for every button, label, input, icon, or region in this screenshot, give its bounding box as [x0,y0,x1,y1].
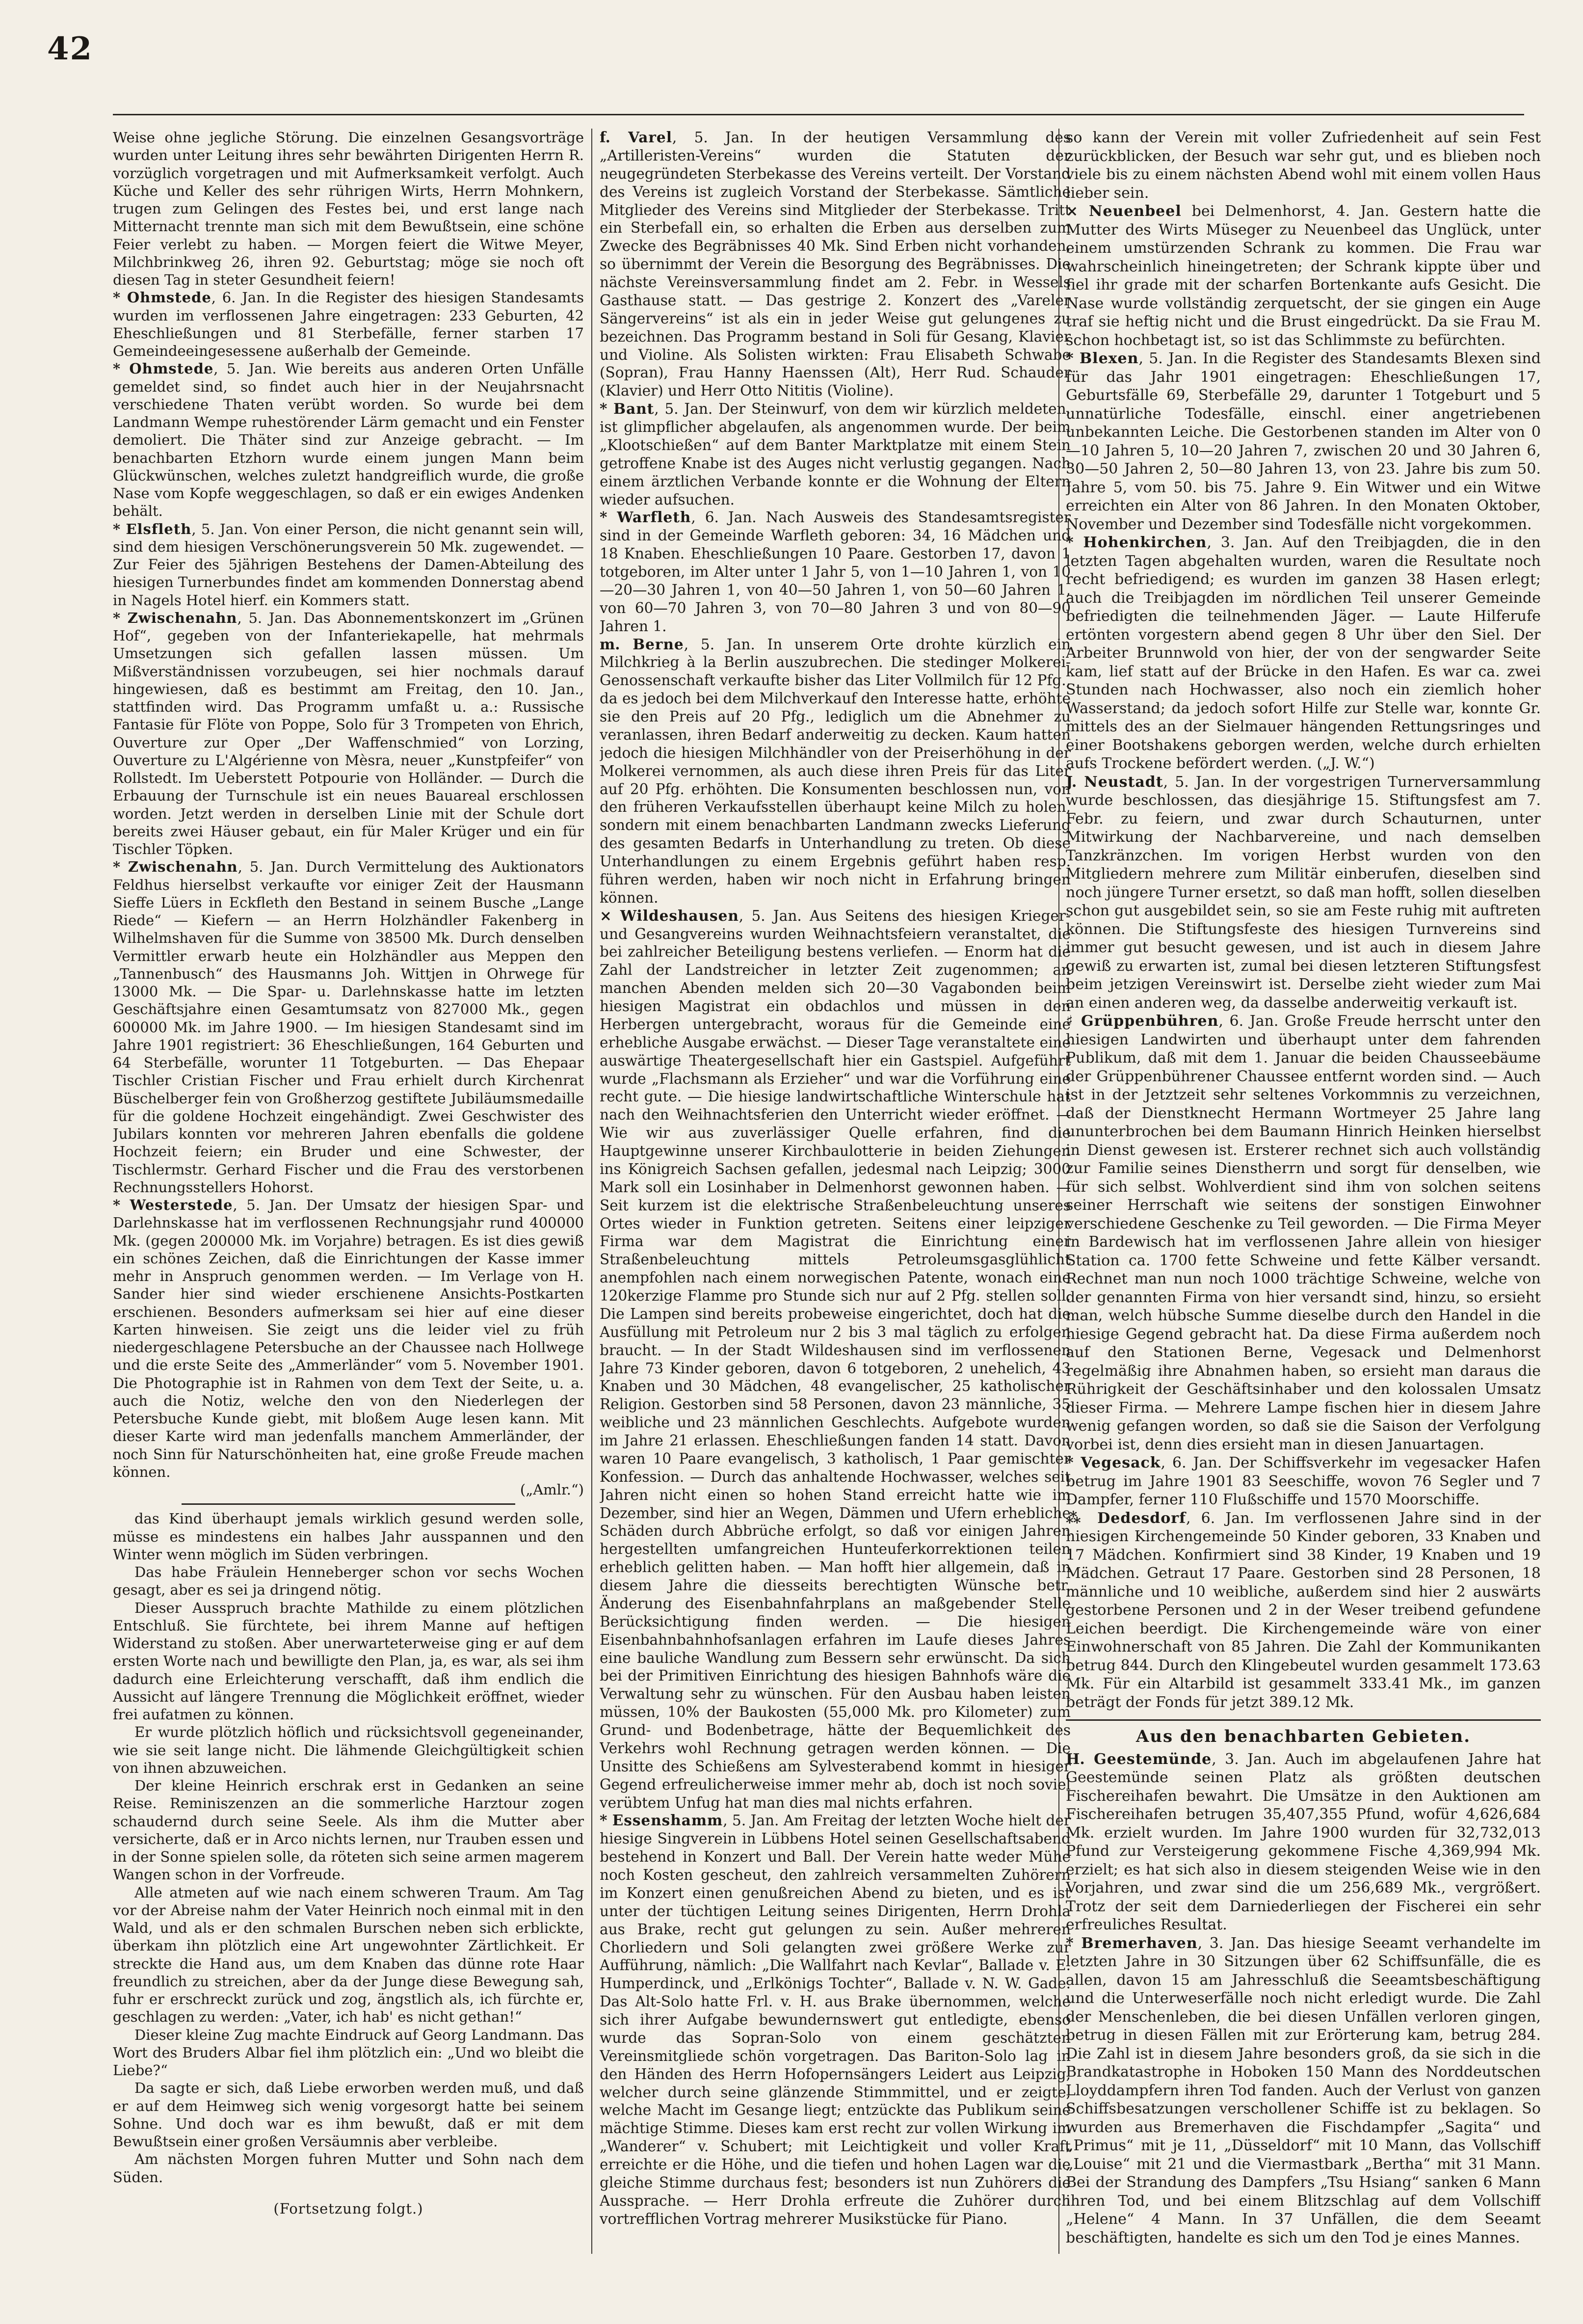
news-article [1066,534,1541,773]
article-text: bei Delmenhorst, 4. Jan. Gestern hatte die Mutter des Wirts Müseger zu Neuenbeel das Unglück, unter einem umstürzenden Schrank zu kommen. Die Frau war wahrscheinlich hineingetreten; der Schrank kippte über und fiel ihr grade mit der scharfen Bortenkante aufs Gesicht. Die Nase wurde vollständig zerquetscht, der sie gingen ein Auge traf sie heftig nicht und die Brust eingedrückt. Da sie Frau M. schon hochbetagt ist, so ist das Schlimmste zu befürchten. [1066,203,1541,349]
news-article [1066,773,1541,1013]
article-text: , 6. Jan. Im verflossenen Jahre sind in der hiesigen Kirchengemeinde 50 Kinder geboren, 33 Knaben und 17 Mädchen. Konfirmiert sind 38 Kinder, 19 Knaben und 19 Mädchen. Getraut 17 Paare. Gestorben sind 28 Personen, 18 männliche und 10 weibliche, außerdem sind hier 2 auswärts gestorbene Personen und 2 in der Weser treibend gefundene Leichen beerdigt. Die Kirchengemeinde wäre von einer Einwohnerschaft von 85 Jahren. Die Zahl der Kommunikanten betrug 844. Durch den Klingebeutel wurden gesammelt 173.63 Mk. Für ein Altarbild ist gesammelt 333.41 Mk., im ganzen beträgt der Fonds für jetzt 389.12 Mk. [1066,1509,1541,1711]
article-text: , 6. Jan. Nach Ausweis des Standesamtsregister sind in der Gemeinde Warfleth geboren: 34, 16 Mädchen und 18 Knaben. Eheschließungen 10 Paare. Gestorben 17, davon 1 totgeboren, im Alter unter 1 Jahr 5, von 1—10 Jahren 1, von 10—20—30 Jahren 1, von 40—50 Jahren 1, von 50—60 Jahren 1, von 60—70 Jahren 3, von 70—80 Jahren 3 und von 80—90 Jahren 1. [600,509,1071,635]
page-number: 42 [47,30,93,67]
article-place: Varel [628,129,672,146]
article-text: , 5. Jan. In die Register des Standesamts Blexen sind für das Jahr 1901 eingetragen: Eheschließungen 17, Geburtsfälle 69, Sterbefälle 29, darunter 1 Totgeburt und 5 unnatürliche Todesfälle, einschl. einer angetriebenen unbekannten Leiche. Die Gestorbenen standen im Alter von 0—10 Jahren 5, 10—20 Jahren 7, zwischen 20 und 30 Jahren 6, 30—50 Jahren 2, 50—80 Jahren 13, von 23. Jahre bis zum 50. Jahre 5, vom 50. bis 75. Jahre 9. Ein Witwer und ein Witwe erreichten ein Alter von 86 Jahren. In den Monaten Oktober, November und Dezember sind Todesfälle nicht vorgekommen. [1066,350,1541,533]
column-2 [600,129,1071,2254]
article-marker: * [600,400,614,418]
article-place: Elsfleth [126,520,192,537]
article-place: Essenshamm [612,1812,723,1829]
news-article [1066,349,1541,534]
news-article [600,636,1071,907]
article-text: , 6. Jan. Der Schiffsverkehr im vegesacker Hafen betrug im Jahre 1901 83 Seeschiffe, wovon 76 Segler und 7 Dampfer, ferner 110 Flußschiffe und 1570 Moorschiffe. [1066,1454,1541,1508]
article-place: Vegesack [1081,1454,1161,1471]
article-text: , 5. Jan. In der heutigen Versammlung des „Artilleristen-Vereins“ wurden die Statuten der neugegründeten Sterbekasse des Vereins verteilt. Der Vorstand des Vereins ist zugleich Vorstand der Sterbekasse. Sämtliche Mitglieder des Vereins sind Mitglieder der Sterbekasse. Tritt ein Sterbefall ein, so erhalten die Erben aus derselben zum Zwecke des Begräbnisses 40 Mk. Sind Erben nicht vorhanden, so übernimmt der Verein die Besorgung des Begräbnisses. Die nächste Vereinsversammlung findet am 2. Febr. in Wessels Gasthause statt. — Das gestrige 2. Konzert des „Vareler Sängervereins“ ist als ein in jeder Weise gut gelungenes zu bezeichnen. Das Programm bestand in Soli für Gesang, Klavier und Violine. Als Solisten wirkten: Frau Elisabeth Schwabe (Sopran), Frau Hanny Haenssen (Alt), Herr Rud. Schauder (Klavier) und Herr Otto Nititis (Violine). [600,129,1071,400]
article-place: Geestemünde [1094,1750,1212,1768]
section-heading: Aus den benachbarten Gebieten. [1066,1719,1541,1746]
novel-paragraph: Dieser kleine Zug machte Eindruck auf Georg Landmann. Das Wort des Bruders Albar fiel ihm plötzlich ein: „Und wo bleibt die Liebe?“ [113,2026,584,2079]
news-article [113,360,584,520]
article-text: , 5. Jan. Aus Seitens des hiesigen Krieger- und Gesangvereins wurden Weihnachtsfeiern veranstaltet, die bei zahlreicher Beteiligung bestens verliefen. — Enorm hat die Zahl der Landstreicher in letzter Zeit zugenommen; an manchen Abenden melden sich 20—30 Vagabonden beim hiesigen Magistrat ein obdachlos und müssen in den Herbergen untergebracht, woraus für die Gemeinde eine erhebliche Ausgabe erwächst. — Dieser Tage veranstaltete eine auswärtige Theatergesellschaft hier ein Gastspiel. Aufgeführt wurde „Flachsmann als Erzieher“ und war die Vorführung eine recht gute. — Die hiesige landwirtschaftliche Winterschule hat nach den Weihnachtsferien den Unterricht wieder eröffnet. — Wie wir aus zuverlässiger Quelle erfahren, find die Hauptgewinne unserer Kirchbaulotterie in beiden Ziehungen ins Königreich Sachsen gefallen, jedesmal nach Leipzig; 3000 Mark soll ein Losinhaber in Delmenhorst gewonnen haben. — Seit kurzem ist die elektrische Straßenbeleuchtung unseres Ortes wieder in Funktion getreten. Seitens einer leipziger Firma war dem Magistrat die Einrichtung einer Straßenbeleuchtung mittels Petroleumsgasglühlicht anempfohlen nach einem norwegischen Patente, wonach eine 120kerzige Flamme pro Stunde sich nur auf 2 Pfg. stellen soll. Die Lampen sind bereits probeweise eingerichtet, doch hat die Ausfüllung mit Petroleum nur 2 bis 3 mal täglich zu erfolgen braucht. — In der Stadt Wildeshausen sind im verflossenen Jahre 73 Kinder geboren, davon 6 totgeboren, 2 unehelich, 43 Knaben und 30 Mädchen, 48 evangelischer, 25 katholischer Religion. Gestorben sind 58 Personen, davon 23 männliche, 35 weibliche und 23 männlichen Geschlechts. Aufgebote wurden im Jahre 21 erlassen. Eheschließungen fanden 14 statt. Davon waren 10 Paare evangelisch, 3 katholisch, 1 Paar gemischter Konfession. — Durch das anhaltende Hochwasser, welches seit Jahren nicht einen so hohen Stand erreicht hatte wie im Dezember, sind hier an Wegen, Dämmen und Ufern erhebliche Schäden durch Abbrüche erfolgt, so daß vor einigen Jahren hergestellten umfangreichen Hunteuferkorrektionen teilen erheblich gelitten haben. — Man hofft hier allgemein, daß in diesem Jahre die diesseits berechtigten Wünsche betr. Änderung des Eisenbahnfahrplans an maßgebender Stelle Berücksichtigung finden werden. — Die hiesigen Eisenbahnbahnhofsanlagen erfahren im Laufe dieses Jahres eine bauliche Wandlung zum Bessern sehr erwünscht. Da sich bei der Primitiven Einrichtung des hiesigen Bahnhofs wäre die Verwaltung sehr zu wünschen. Für den Ausbau haben leisten müssen, 10% der Baukosten (55,000 Mk. pro Kilometer) zum Grund- und Bodenbetrage, hätte der Bequemlichkeit des Verkehrs wohl Rechnung getragen werden können. — Die Unsitte des Schießens am Sylvesterabend kommt in hiesiger Gegend erfreulicherweise immer mehr ab, doch ist noch soviel verübtem Unfug hat man dies mal nichts erfahren. [600,907,1071,1811]
article-place: Dedesdorf [1097,1509,1186,1527]
serial-novel [113,1510,584,2186]
separator-rule [182,1503,515,1505]
article-text: so kann der Verein mit voller Zufriedenheit auf sein Fest zurückblicken, der Besuch war sehr gut, und es blieben noch viele bis zu einem nächsten Abend wohl mit einem vollen Haus lieber sein. [1066,129,1541,202]
article-place: Blexen [1079,350,1139,367]
article-text: , 6. Jan. Große Freude herrscht unter den hiesigen Landwirten und überhaupt unter dem fahrenden Publikum, daß mit dem 1. Januar die beiden Chausseebäume der Grüppenbührener Chaussee entfernt worden sind. — Auch ist in der Jetztzeit sehr seltenes Vorkommnis zu verzeichnen, daß der Dienstknecht Hermann Wortmeyer 25 Jahre lang ununterbrochen bei dem Baumann Hinrich Heinken hierselbst in Dienst gewesen ist. Ersterer rechnet sich auch vollständig zur Familie seines Dienstherrn und sorgt für denselben, wie für sich selbst. Wohlverdient sind ihm von solchen seitens seiner Herrschaft wie seitens der sonstigen Einwohner verschiedene Geschenke zu Teil geworden. — Die Firma Meyer in Bardewisch hat im verflossenen Jahre allein von hiesiger Station ca. 1700 fette Schweine und fette Kälber versandt. Rechnet man nun noch 1000 trächtige Schweine, welche von der genannten Firma von hier versandt sind, hinzu, so ersieht man, welch hübsche Summe dieselbe durch den Handel in die hiesige Gegend gebracht hat. Da diese Firma außerdem noch auf den Stationen Berne, Vegesack und Delmenhorst regelmäßig ihre Abnahmen haben, so ersieht man daraus die Rührigkeit der Geschäftsinhaber und den kolossalen Umsatz dieser Firma. — Mehrere Lampe fischen hier in diesem Jahre wenig gefangen worden, so daß sie die Saison der Verfolgung vorbei ist, denn dies ersieht man in diesen Januartagen. [1066,1013,1541,1453]
article-place: Zwischenahn [128,858,238,876]
article-place: Hohenkirchen [1083,534,1207,551]
article-place: Bremerhaven [1081,1934,1198,1952]
article-text: , 3. Jan. Das hiesige Seeamt verhandelte im letzten Jahre in 30 Sitzungen über 62 Schiffsunfälle, die es allen, davon 15 am Jahresschluß die Seeamtsbeschäftigung und die Unterweserfälle noch nicht erledigt wurde. Die Zahl der Menschenleben, die bei diesen Unfällen verloren gingen, betrug in diesen Fällen mit zur Erörterung kam, betrug 284. Die Zahl ist in diesem Jahre besonders groß, da sie sich in die Brandkatastrophe in Hoboken 150 Mann des Norddeutschen Lloyddampfern ihren Tod fanden. Auch der Verlust von ganzen Schiffsbesatzungen verschollener Schiffe ist zu beklagen. So wurden aus Bremerhaven die Fischdampfer „Sagita“ und „Primus“ mit je 11, „Düsseldorf“ mit 10 Mann, das Vollschiff „Louise“ mit 21 und die Viermastbark „Bertha“ mit 31 Mann. Bei der Strandung des Dampfers „Tsu Hsiang“ sanken 6 Mann ihren Tod, und bei einem Blitzschlag auf dem Vollschiff „Helene“ 4 Mann. In 37 Unfällen, die dem Seeamt beschäftigten, handelte es sich um den Tod je eines Mannes. [1066,1934,1541,2246]
news-article [113,858,584,1196]
article-text: , 5. Jan. Von einer Person, die nicht genannt sein will, sind dem hiesigen Verschönerungsverein 50 Mk. zugewendet. — Zur Feier des 5jährigen Bestehens der Damen-Abteilung des hiesigen Turnerbundes findet am kommenden Donnerstag abend in Nagels Hotel hierf. ein Kommers statt. [113,520,584,609]
article-place: Wildeshausen [620,907,739,924]
article-marker: * [113,609,128,626]
article-place: Bant [613,400,655,418]
article-marker: * [1066,534,1083,551]
article-marker: ♯ [1066,1013,1082,1030]
novel-paragraph: Der kleine Heinrich erschrak erst in Gedanken an seine Reise. Reminiszenzen an die sommerliche Harztour zogen schaudernd durch seine Seele. Als ihm die Mutter aber versicherte, daß er in Arco nichts lernen, nur Trauben essen und in der Sonne spielen solle, da röteten sich seine armen magerem Wangen schon in der Vorfreude. [113,1777,584,1883]
article-marker: * [1066,1934,1082,1952]
article-text: , 5. Jan. Am Freitag der letzten Woche hielt der hiesige Singverein in Lübbens Hotel seinen Gesellschaftsabend bestehend in Konzert und Ball. Der Verein hatte weder Mühe noch Kosten gescheut, den zahlreich versammelten Zuhörern im Konzert einen genußreichen Abend zu bieten, und es ist unter der tüchtigen Leitung seines Dirigenten, Herrn Drohla aus Brake, recht gut gelungen zu sein. Außer mehreren Chorliedern und Soli gelangten zwei größere Werke zur Aufführung, nämlich: „Die Wallfahrt nach Kevlar“, Ballade v. E. Humperdinck, und „Erlkönigs Tochter“, Ballade v. N. W. Gade. Das Alt-Solo hatte Frl. v. H. aus Brake übernommen, welche sich ihrer Aufgabe bewundernswert gut entledigte, ebenso wurde das Sopran-Solo von einem geschätzten Vereinsmitgliede schön vorgetragen. Das Bariton-Solo lag in den Händen des Herrn Hofopernsängers Leidert aus Leipzig, welcher durch seine glänzende Stimmmittel, und er zeigte, welche Macht im Gesange liegt; entzückte das Publikum seine mächtige Stimme. Dieses kam erst recht zur vollen Wirkung im „Wanderer“ v. Schubert; mit Leichtigkeit und voller Kraft erreichte er die Höhe, und die tiefen und hohen Lagen war die gleiche Stimme durchaus fest; besonders ist nun Zuhörers die Aussprache. — Herr Drohla erfreute die Zuhörer durch vortrefflichen Vortrag mehrerer Musikstücke für Piano. [600,1812,1071,2227]
news-article [600,129,1071,400]
article-place: Ohmstede [127,289,211,306]
articles-list [600,129,1071,2228]
section-articles-list [1066,1750,1541,2247]
article-marker: * [113,520,126,537]
article-text: , 5. Jan. In der vorgestrigen Turnerversammlung wurde beschlossen, das diesjährige 15. Stiftungsfest am 7. Febr. zu feiern, und zwar durch Schauturnen, unter Mitwirkung der Nachbarvereine, und nach demselben Tanzkränzchen. Im vorigen Herbst wurden von den Mitgliedern mehrere zum Militär einberufen, dieselben sind noch jüngere Turner ersetzt, so daß man hofft, sollen dieselben schon gut ausgebildet sein, so sie am Feste ruhig mit auftreten können. Die Stiftungsfeste des hiesigen Turnvereins sind immer gut besucht gewesen, und ist auch in diesem Jahre gewiß zu erwarten ist, zumal bei diesen letzteren Stiftungsfest beim jetzigen Vereinswirt ist. Derselbe zieht wieder zum Mai an einen anderen weg, da dasselbe anderweitig verkauft ist. [1066,773,1541,1012]
article-text: , 5. Jan. Der Umsatz der hiesigen Spar- und Darlehnskasse hat im verflossenen Rechnungsjahr rund 400000 Mk. (gegen 200000 Mk. im Vorjahre) betragen. Es ist dies gewiß ein schönes Zeichen, daß die Einrichtungen der Kasse immer mehr in Anspruch genommen werden. — Im Verlage von H. Sander hier sind wieder erschienene Ansichts-Postkarten erschienen. Besonders aufmerksam sei hier auf eine dieser Karten hinweisen. Sie zeigt uns die leider viel zu früh niedergeschlagene Petersbuche an der Chaussee nach Hollwege und die erste Seite des „Ammerländer“ vom 5. November 1901. Die Photographie ist in Rahmen von dem Text der Seite, u. a. auch die Notiz, welche den von den Niederlegen der Petersbuche Kunde giebt, mit bloßem Auge lesen kann. Mit dieser Karte wird man jedenfalls manchem Ammerländer, der noch Sinn für Naturschönheiten hat, eine große Freude machen können. [113,1197,584,1480]
article-marker: * [600,508,617,526]
article-marker: * [1066,1454,1081,1471]
article-marker: * [113,289,127,306]
article-text: , 5. Jan. In unserem Orte drohte kürzlich ein Milchkrieg à la Berlin auszubrechen. Die stedinger Molkerei-Genossenschaft verkaufte bisher das Liter Vollmilch für 12 Pfg., da es jedoch bei dem Milchverkauf den Interesse hatte, erhöhte sie den Preis auf 20 Pfg., lediglich um die Abnehmer zu veranlassen, ihren Bedarf anderweitig zu decken. Kaum hatten jedoch die hiesigen Milchhändler von der Preiserhöhung in der Molkerei vernommen, als auch diese ihren Preis für das Liter auf 20 Pfg. erhöhten. Die Konsumenten beschlossen nun, von den früheren Verkaufsstellen überhaupt keine Milch zu holen, sondern mit einem benachbarten Landmann zwecks Lieferung des gesamten Bedarfs in Unterhandlung zu treten. Ob diese Unterhandlungen zu einem Ergebnis geführt haben resp. führen werden, haben wir noch nicht in Erfahrung bringen können. [600,636,1071,906]
article-marker: * [113,858,128,876]
novel-paragraph: Er wurde plötzlich höflich und rücksichtsvoll gegeneinander, wie sie seit lange nicht. Die lähmende Gleichgültigkeit schien von ihnen abzuweichen. [113,1724,584,1776]
article-text: , 5. Jan. Durch Vermittelung des Auktionators Feldhus hierselbst verkaufte vor einiger Zeit der Hausmann Sieffe Lüers in Eckfleth den Bestand in seinem Busche „Lange Riede“ — Kiefern — an Herrn Holzhändler Fakenberg in Wilhelmshaven für die Summe von 38500 Mk. Durch denselben Vermittler erwarb heute ein Holzhändler aus Meppen den „Tannenbusch“ des Hausmanns Joh. Wittjen in Ohrwege für 13000 Mk. — Die Spar- u. Darlehnskasse hatte im letzten Geschäftsjahre einen Gesamtumsatz von 827000 Mk., gegen 600000 Mk. im Jahre 1900. — Im hiesigen Standesamt sind im Jahre 1901 registriert: 36 Eheschließungen, 164 Geburten und 64 Sterbefälle, worunter 11 Totgeburten. — Das Ehepaar Tischler Cristian Fischer und Frau erhielt durch Kirchenrat Büschelberger fein von Großherzog gestiftete Jubiläumsmedaille für die goldene Hochzeit eingehändigt. Zwei Geschwister des Jubilars konnten vor mehreren Jahren ebenfalls die goldene Hochzeit feiern; ein Bruder und eine Schwester, der Tischlermstr. Gerhard Fischer und die Frau des verstorbenen Rechnungsstellers Hohorst. [113,858,584,1196]
article-text: , 6. Jan. In die Register des hiesigen Standesamts wurden im verflossenen Jahre eingetragen: 233 Geburten, 42 Eheschließungen und 81 Sterbefälle, ferner starben 17 Gemeindeeingesessene außerhalb der Gemeinde. [113,289,584,359]
news-article [1066,1934,1541,2247]
news-article [1066,1454,1541,1509]
news-article [1066,1509,1541,1712]
news-article [600,508,1071,635]
article-marker: * [600,1812,612,1829]
news-article [113,520,584,609]
article-marker: ⁂ [1066,1509,1098,1527]
column-3 [1066,129,1541,2254]
article-text: , 5. Jan. Wie bereits aus anderen Orten Unfälle gemeldet sind, so findet auch hier in der Neujahrsnacht verschiedene Thaten verübt worden. So wurde bei dem Landmann Wempe ruhestörender Lärm gemacht und ein Fenster demoliert. Die Thäter sind zur Anzeige gebracht. — Im benachbarten Etzhorn wurde einem jungen Mann beim Glückwünschen, welches zuletzt handgreiflich wurde, die große Nase vom Kopfe weggeschlagen, so daß er ein ewiges Andenken behält. [113,360,584,520]
column-1 [113,129,584,2254]
news-article [113,289,584,360]
news-article [113,609,584,858]
article-place: Zwischenahn [127,609,237,626]
news-article [600,907,1071,1812]
article-marker: × [600,907,620,924]
novel-paragraph: Alle atmeten auf wie nach einem schweren Traum. Am Tag vor der Abreise nahm der Vater Heinrich noch einmal mit in den Wald, und als er den schmalen Burschen neben sich erblickte, überkam ihn plötzlich eine Art ungewohnter Zärtlichkeit. Er streckte die Hand aus, um dem Knaben das dünne rote Haar freundlich zu streichen, aber da der Junge diese Bewegung sah, fuhr er erschreckt zurück und zog, ängstlich als, ich fürchte er, geschlagen zu werden: „Vater, ich hab' es nicht gethan!“ [113,1884,584,2026]
news-article [600,400,1071,508]
article-marker: f. [600,129,629,146]
article-marker: * [113,360,130,377]
signature: („Amlr.“) [520,1481,584,1498]
column-rule-1 [591,129,592,2254]
article-marker: * [1066,350,1080,367]
news-article [1066,202,1541,349]
article-marker: * [113,1197,130,1213]
articles-list [113,129,584,1481]
news-article [1066,129,1541,202]
article-place: Neuenbeel [1088,203,1182,220]
article-marker: J. [1066,773,1084,791]
article-place: Grüppenbühren [1081,1013,1219,1030]
articles-list [1066,129,1541,1711]
novel-paragraph: Am nächsten Morgen fuhren Mutter und Sohn nach dem Süden. [113,2151,584,2186]
novel-paragraph: das Kind überhaupt jemals wirklich gesund werden solle, müsse es mindestens ein halbes Jahr ausspannen und den Winter wenn möglich im Süden verbringen. [113,1510,584,1563]
news-article [113,1196,584,1481]
news-article [1066,1012,1541,1454]
sequel-notice: (Fortsetzung folgt.) [273,2200,423,2217]
article-marker: H. [1066,1750,1094,1768]
novel-paragraph: Da sagte er sich, daß Liebe erworben werden muß, und daß er auf dem Heimweg sich wenig vorgesorgt hatte bei seinem Sohne. Und doch war es ihm bewußt, daß er mit dem Bewußtsein einer großen Versäumnis aber verbleibe. [113,2080,584,2150]
article-text: , 3. Jan. Auf den Treibjagden, die in den letzten Tagen abgehalten wurden, waren die Resultate noch recht befriedigend; es wurden im ganzen 38 Hasen erlegt; auch die Treibjagden im nördlichen Teil unserer Gemeinde befriedigten die teilnehmenden Jäger. — Laute Hilferufe ertönten vorgestern abend gegen 8 Uhr über den Siel. Der Arbeiter Brunnwold von hier, der von der sengwarder Seite kam, lief statt auf der Brücke in den Hafen. Es war ca. zwei Stunden nach Hochwasser, also noch ein ziemlich hoher Wasserstand; da jedoch sofort Hilfe zur Stelle war, konnte Gr. mittels des an der Sielmauer hängenden Rettungsringes und einer Bootshakens geborgen werden, welche durch erhielten aufs Trockene befördert werden. („J. W.“) [1066,534,1541,772]
article-place: Berne [633,635,684,653]
news-article [113,129,584,289]
article-place: Warfleth [617,508,691,526]
article-place: Westerstede [130,1197,233,1213]
news-article [600,1812,1071,2228]
article-text: , 3. Jan. Auch im abgelaufenen Jahre hat Geestemünde seinen Platz als größten deutschen Fischereihafen bewahrt. Die Umsätze in den Auktionen am Fischereihafen betrugen 35,407,355 Pfund, wofür 4,626,684 Mk. erzielt wurden. Im Jahre 1900 wurden für 32,732,013 Pfund zur Versteigerung gekommene Fische 4,369,994 Mk. erzielt; es hat sich also in diesem steigenden Weise wie in den Vorjahren, und zwar sind die um 256,689 Mk., vergrößert. Trotz der seit dem Darniederliegen der Fischerei ein sehr erfreuliches Resultat. [1066,1750,1541,1933]
article-text: , 5. Jan. Der Steinwurf, von dem wir kürzlich meldeten, ist glimpflicher abgelaufen, als angenommen wurde. Der beim „Klootschießen“ auf dem Banter Marktplatze mit einem Stein getroffene Knabe ist des Auges nicht verlustig gegangen. Nach einem ärztlichen Verbande konnte er die Wohnung der Eltern wieder aufsuchen. [600,401,1071,508]
article-text: , 5. Jan. Das Abonnementskonzert im „Grünen Hof“, gegeben von der Infanteriekapelle, hat mehrmals Umsetzungen sich gefallen lassen müssen. Um Mißverständnissen vorzubeugen, sei hier nochmals darauf hingewiesen, daß es bestimmt am Freitag, den 10. Jan., stattfinden wird. Das Programm umfaßt u. a.: Russische Fantasie für Flöte von Poppe, Solo für 3 Trompeten von Ehrich, Ouverture zur Oper „Der Waffenschmied“ von Lorzing, Ouverture zu L'Algérienne von Mèsra, neuer „Kunstpfeifer“ von Rollstedt. Im Ueberstett Potpourie von Holländer. — Durch die Erbauung der Turnschule ist ein neues Bauareal erschlossen worden. Jetzt werden in derselben Linie mit der Schule dort bereits zwei Häuser gebaut, ein für Maler Krüger und ein für Tischler Töpken. [113,609,584,857]
article-marker: × [1066,203,1089,220]
novel-paragraph: Das habe Fräulein Henneberger schon vor sechs Wochen gesagt, aber es sei ja dringend nötig. [113,1564,584,1599]
article-place: Ohmstede [129,360,214,377]
article-marker: m. [600,635,633,653]
top-rule [113,114,1524,115]
article-text: Weise ohne jegliche Störung. Die einzelnen Gesangsvorträge wurden unter Leitung ihres sehr bewährten Dirigenten Herrn R. vorzüglich vorgetragen und mit Aufmerksamkeit verfolgt. Auch Küche und Keller des sehr rührigen Wirts, Herrn Mohnkern, trugen zum Gelingen des Festes bei, und erst lange nach Mitternacht trennte man sich mit dem Bewußtsein, eine schöne Feier verlebt zu haben. — Morgen feiert die Witwe Meyer, Milchbrinkweg 26, ihren 92. Geburtstag; möge sie noch oft diesen Tag in steter Gesundheit feiern! [113,129,584,288]
news-article [1066,1750,1541,1934]
novel-paragraph: Dieser Ausspruch brachte Mathilde zu einem plötzlichen Entschluß. Sie fürchtete, bei ihrem Manne auf heftigen Widerstand zu stoßen. Aber unerwarteterweise ging er auf dem ersten Worte nach und bewilligte den Plan, ja, es war, als sei ihm dadurch eine Erleichterung verschafft, daß ihm endlich die Aussicht auf längere Trennung die Möglichkeit eröffnet, wieder frei aufatmen zu können. [113,1599,584,1723]
article-place: Neustadt [1084,773,1163,791]
